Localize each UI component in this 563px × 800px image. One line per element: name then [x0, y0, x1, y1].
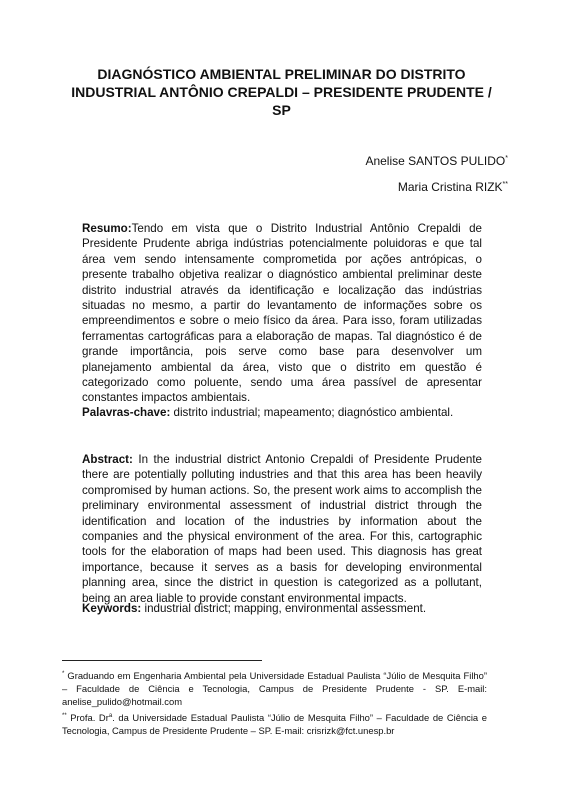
- footnote-text: . da Universidade Estadual Paulista “Júlio de Mesquita Filho” – Faculdade de Ciência e Tecnologia, Campus de Presidente Prudente – SP. E-mail: crisrizk@fct.unesp.br: [62, 712, 487, 737]
- palavras-chave-line: [82, 405, 482, 420]
- author-footnote-mark: *: [505, 155, 508, 162]
- abstract-paragraph: [82, 452, 482, 606]
- author-name: Anelise SANTOS PULIDO: [365, 154, 506, 168]
- footnote-prefix-superscript: a: [108, 713, 113, 719]
- footnote-divider: [62, 660, 262, 661]
- keywords-text: industrial district; mapping, environmental assessment.: [141, 602, 427, 615]
- footnote-mark: *: [62, 671, 65, 677]
- paper-title: DIAGNÓSTICO AMBIENTAL PRELIMINAR DO DISTRITO INDUSTRIAL ANTÔNIO CREPALDI – PRESIDENTE PRUDENTE / SP: [71, 66, 492, 118]
- footnote-mark: **: [62, 713, 67, 719]
- abstract-label: Abstract:: [82, 453, 133, 466]
- keywords-line: [82, 601, 482, 616]
- resumo-text: Tendo em vista que o Distrito Industrial Antônio Crepaldi de Presidente Prudente abriga indústrias potencialmente poluidoras e que tal área vem sendo intensamente comprometida por ações antrópicas, o presente trabalho objetiva realizar o diagnóstico ambiental preliminar deste distrito industrial através da identificação e localização das indústrias situadas no mesmo, a partir do levantamento de informações sobre os empreendimentos e sobre o meio físico da área. Para isso, foram utilizadas ferramentas cartográficas para a elaboração de mapas. Tal diagnóstico é de grande importância, pois serve como base para desenvolver um planejamento ambiental da área, visto que o distrito em questão é categorizado como poluente, sendo uma área passível de apresentar constantes impactos ambientais.: [82, 222, 482, 405]
- resumo-paragraph: [82, 221, 482, 406]
- author-1: [365, 152, 508, 168]
- palavras-chave-text: distrito industrial; mapeamento; diagnóstico ambiental.: [170, 406, 454, 419]
- footnote-2: [62, 710, 487, 737]
- author-footnote-mark: **: [502, 181, 508, 188]
- palavras-chave-label: Palavras-chave:: [82, 406, 171, 419]
- author-2: [398, 178, 508, 194]
- footnote-text: Graduando em Engenharia Ambiental pela Universidade Estadual Paulista “Júlio de Mesquita Filho” – Faculdade de Ciência e Tecnologia, Campus de Presidente Prudente - SP. E-mail: anelise_pulido@hotmail.com: [62, 670, 487, 708]
- footnote-1: [62, 668, 487, 708]
- abstract-text: In the industrial district Antonio Crepaldi of Presidente Prudente there are potentially polluting industries and that this area has been heavily compromised by human actions. So, the present work aims to accomplish the preliminary environmental assessment of industrial district through the identification and location of the industries by information about the companies and the physical environment of the area. For this, cartographic tools for the elaboration of maps had been used. This diagnosis has great importance, because it serves as a basis for developing environmental planning area, since the district in question is categorized as a pollutant, being an area liable to provide constant environmental impacts.: [82, 453, 482, 605]
- author-name: Maria Cristina RIZK: [397, 180, 503, 194]
- footnote-prefix: Profa. Dr: [66, 712, 109, 724]
- resumo-label: Resumo:: [82, 222, 132, 235]
- keywords-label: Keywords:: [82, 602, 142, 615]
